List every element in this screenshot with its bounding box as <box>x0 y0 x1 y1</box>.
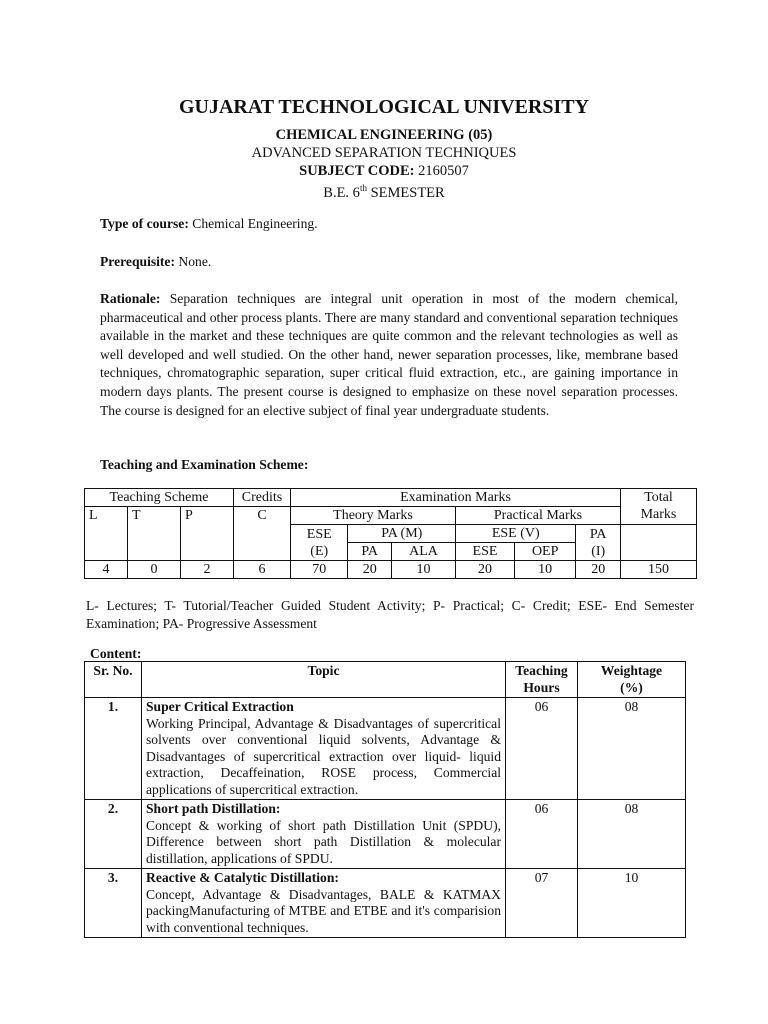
value-c: 6 <box>234 561 291 579</box>
topic-desc: Concept & working of short path Distillation Unit (SPDU), Difference between short path Distillation & molecular distillation, applications of SPDU. <box>146 817 501 866</box>
value-total: 150 <box>620 561 696 579</box>
ese-sub-header: ESE <box>456 543 515 561</box>
scheme-table <box>84 488 697 579</box>
pa-i-header <box>576 525 621 561</box>
value-pa-i: 20 <box>576 561 621 579</box>
topic-desc: Concept, Advantage & Disadvantages, BALE & KATMAX packingManufacturing of MTBE and ETBE and it's comparision with conventional techniques. <box>146 886 501 935</box>
p-header: P <box>181 507 234 561</box>
row-hours: 06 <box>506 800 578 869</box>
ese-label: ESE <box>306 526 332 542</box>
credits-header: Credits <box>234 489 291 507</box>
prerequisite-label: Prerequisite: <box>100 254 175 269</box>
topic-header: Topic <box>142 662 506 698</box>
scheme-heading: Teaching and Examination Scheme: <box>100 457 309 472</box>
c-header: C <box>234 507 291 561</box>
legend: L- Lectures; T- Tutorial/Teacher Guided Student Activity; P- Practical; C- Credit; ESE- End Semester Examination; PA- Progressive Assessment <box>86 598 694 631</box>
pa-label: PA <box>589 526 607 542</box>
topic-title: Short path Distillation: <box>146 801 281 816</box>
ese-e-label: (E) <box>310 543 329 559</box>
row-weight: 08 <box>578 800 686 869</box>
row-topic <box>142 800 506 869</box>
pa-m-header: PA (M) <box>348 525 456 543</box>
theory-marks-header: Theory Marks <box>291 507 456 525</box>
hours-label: Hours <box>523 679 560 695</box>
pa-i-label: (I) <box>591 543 606 559</box>
ala-header: ALA <box>391 543 455 561</box>
exam-marks-header: Examination Marks <box>291 489 621 507</box>
row-sr: 1. <box>85 698 142 800</box>
table-row <box>85 698 686 800</box>
content-table <box>84 661 686 938</box>
semester-sup: th <box>359 183 367 193</box>
semester-line <box>0 179 768 203</box>
subject-code-value: 2160507 <box>418 163 469 179</box>
university-title: GUJARAT TECHNOLOGICAL UNIVERSITY <box>178 96 590 118</box>
hours-header <box>506 662 578 698</box>
rationale-label: Rationale: <box>100 291 161 306</box>
subject-code-label: SUBJECT CODE: <box>299 163 415 179</box>
subject-line: ADVANCED SEPARATION TECHNIQUES <box>251 145 517 161</box>
teaching-label: Teaching <box>515 663 568 678</box>
rationale <box>100 290 678 420</box>
course-type <box>100 215 678 233</box>
ese-e-header <box>291 525 348 561</box>
total-spacer <box>620 525 696 561</box>
topic-title: Super Critical Extraction <box>146 699 294 714</box>
value-pa: 20 <box>348 561 391 579</box>
value-ala: 10 <box>391 561 455 579</box>
ese-v-header: ESE (V) <box>456 525 576 543</box>
semester-pre: B.E. 6 <box>323 184 360 201</box>
prerequisite-value: None. <box>178 254 212 269</box>
value-t: 0 <box>128 561 181 579</box>
value-p: 2 <box>181 561 234 579</box>
semester-post: SEMESTER <box>366 184 445 201</box>
total-label: Total <box>644 490 673 505</box>
row-sr: 2. <box>85 800 142 869</box>
weightage-label: Weightage <box>600 663 663 678</box>
practical-marks-header: Practical Marks <box>456 507 621 525</box>
row-topic <box>142 698 506 800</box>
value-l: 4 <box>85 561 128 579</box>
table-row <box>85 800 686 869</box>
oep-header: OEP <box>514 543 576 561</box>
value-ese-v: 20 <box>456 561 515 579</box>
t-header: T <box>128 507 181 561</box>
course-type-value: Chemical Engineering. <box>192 216 318 231</box>
row-topic <box>142 869 506 938</box>
row-weight: 08 <box>578 698 686 800</box>
topic-desc: Working Principal, Advantage & Disadvantages of supercritical solvents over conventional liquid solvents, Advantage & Disadvantages of supercritical extraction over liquid- liquid extraction, Decaffeination, ROSE process, Commercial applications of supercritical extraction. <box>146 715 501 797</box>
row-sr: 3. <box>85 869 142 938</box>
l-header: L <box>85 507 128 561</box>
total-marks-header <box>620 489 696 525</box>
rationale-text: Separation techniques are integral unit operation in most of the modern chemical, pharmaceutical and other process plants. There are many standard and conventional separation techniques available in the market and these techniques are quite common and the relevant technologies as well as well developed and well studied. On the other hand, newer separation processes, like, membrane based techniques, chromatographic separation, super critical fluid extraction, etc., are gaining importance in modern days plants. The present course is designed to emphasize on these novel separation processes. The course is designed for an elective subject of final year undergraduate students. <box>100 291 678 418</box>
pa-sub-header: PA <box>348 543 391 561</box>
row-hours: 06 <box>506 698 578 800</box>
department-line: CHEMICAL ENGINEERING (05) <box>275 127 493 143</box>
percent-label: (%) <box>620 679 643 695</box>
value-ese: 70 <box>291 561 348 579</box>
course-type-label: Type of course: <box>100 216 189 231</box>
sr-no-header: Sr. No. <box>85 662 142 698</box>
teaching-scheme-header: Teaching Scheme <box>85 489 234 507</box>
table-row <box>85 869 686 938</box>
weightage-header <box>578 662 686 698</box>
row-hours: 07 <box>506 869 578 938</box>
marks-label: Marks <box>640 507 677 522</box>
value-oep: 10 <box>514 561 576 579</box>
prerequisite <box>100 253 678 271</box>
topic-title: Reactive & Catalytic Distillation: <box>146 870 339 885</box>
content-heading: Content: <box>90 646 142 661</box>
row-weight: 10 <box>578 869 686 938</box>
